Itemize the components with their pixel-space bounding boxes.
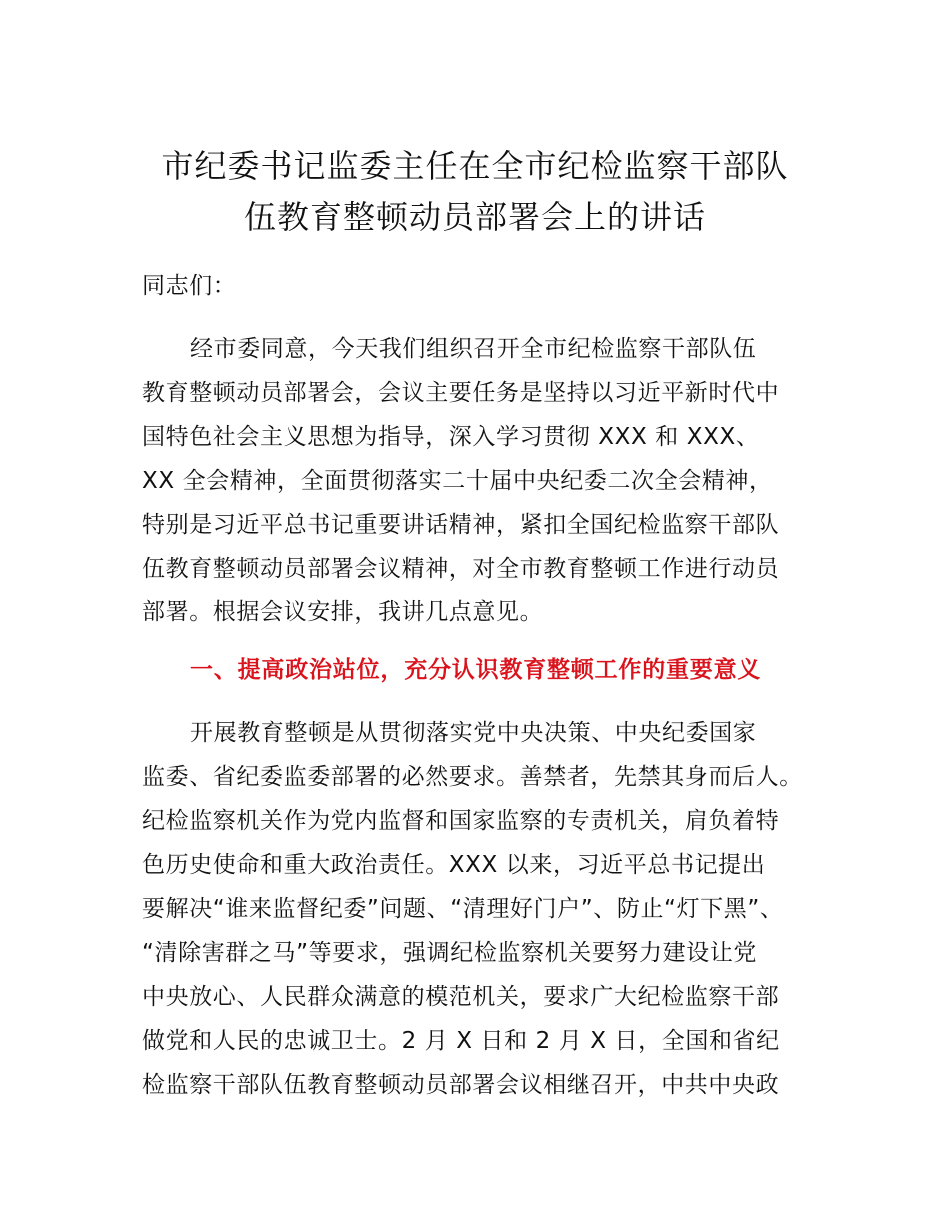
paragraph-1-line: 伍教育整顿动员部署会议精神，对全市教育整顿工作进行动员 xyxy=(142,556,780,582)
paragraph-1-line: 国特色社会主义思想为指导，深入学习贯彻 XXX 和 XXX、 xyxy=(142,424,760,450)
paragraph-1-line: 特别是习近平总书记重要讲话精神，紧扣全国纪检监察干部队 xyxy=(142,512,780,538)
paragraph-1-line: 经市委同意，今天我们组织召开全市纪检监察干部队伍 xyxy=(190,336,757,362)
section-heading: 一、提高政治站位，充分认识教育整顿工作的重要意义 xyxy=(190,657,762,683)
paragraph-2-line: 要解决“谁来监督纪委”问题、“清理好门户”、防止“灯下黑”、 xyxy=(142,896,784,922)
paragraph-1-line: 教育整顿动员部署会，会议主要任务是坚持以习近平新时代中 xyxy=(142,380,780,406)
paragraph-2-line: 中央放心、人民群众满意的模范机关，要求广大纪检监察干部 xyxy=(142,984,780,1010)
paragraph-2-line: 做党和人民的忠诚卫士。2 月 X 日和 2 月 X 日，全国和省纪 xyxy=(142,1028,780,1054)
paragraph-2-line: 色历史使命和重大政治责任。XXX 以来，习近平总书记提出 xyxy=(142,852,766,878)
paragraph-2-line: 纪检监察机关作为党内监督和国家监察的专责机关，肩负着特 xyxy=(142,808,780,834)
paragraph-2-line: 检监察干部队伍教育整顿动员部署会议相继召开，中共中央政 xyxy=(142,1072,780,1098)
paragraph-1-line: XX 全会精神，全面贯彻落实二十届中央纪委二次全会精神， xyxy=(142,468,773,494)
paragraph-2-line: 开展教育整顿是从贯彻落实党中央决策、中央纪委国家 xyxy=(190,720,757,746)
paragraph-2-line: “清除害群之马”等要求，强调纪检监察机关要努力建设让党 xyxy=(142,940,758,966)
document-title-line-1: 市纪委书记监委主任在全市纪检监察干部队 xyxy=(161,147,789,185)
paragraph-2-line: 监委、省纪委监委部署的必然要求。善禁者，先禁其身而后人。 xyxy=(142,764,803,790)
salutation: 同志们： xyxy=(142,273,237,299)
document-title-line-2: 伍教育整顿动员部署会上的讲话 xyxy=(243,198,706,236)
paragraph-1-line: 部署。根据会议安排，我讲几点意见。 xyxy=(142,599,544,625)
